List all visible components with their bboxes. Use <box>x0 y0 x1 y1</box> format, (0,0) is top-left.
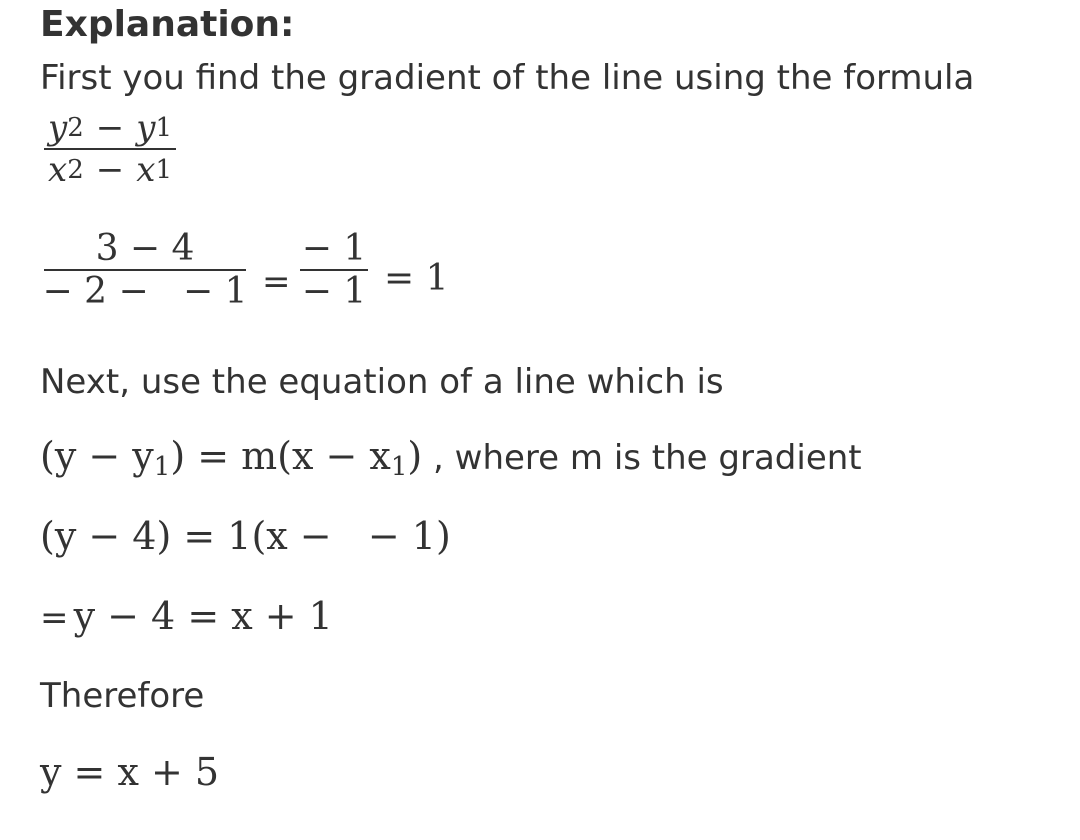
gradient-result: = 1 <box>384 258 449 299</box>
gradient-calc-numerator: 3 − 4 <box>95 228 195 269</box>
explanation-heading: Explanation: <box>40 4 295 45</box>
gradient-calc-fraction-2 <box>300 228 368 312</box>
gradient-calc-denominator-2: − 1 <box>301 271 367 312</box>
simplified-equation: = y − 4 = x + 1 <box>40 594 333 638</box>
line-equation-math: $(y - y_1) = m(x - x_1)$ <box>40 434 423 482</box>
intro-text: First you find the gradient of the line using the formula <box>40 58 975 98</box>
final-answer: y = x + 5 <box>40 750 220 794</box>
gradient-formula-numerator: y 2 − y 1 <box>48 108 173 148</box>
gradient-calc-numerator-2: − 1 <box>301 228 367 269</box>
next-text: Next, use the equation of a line which is <box>40 362 724 402</box>
line-equation <box>40 434 862 482</box>
gradient-calc-denominator: − 2 − − 1 <box>42 271 248 312</box>
line-equation-suffix: , where m is the gradient <box>422 438 862 478</box>
gradient-calc-fraction-1 <box>44 228 246 312</box>
equals-sign: = <box>262 262 291 302</box>
gradient-formula-denominator: x 2 − x 1 <box>48 150 172 190</box>
therefore-text: Therefore <box>40 676 205 716</box>
gradient-formula <box>44 108 176 190</box>
substituted-equation: (y − 4) = 1(x − − 1) <box>40 514 451 558</box>
